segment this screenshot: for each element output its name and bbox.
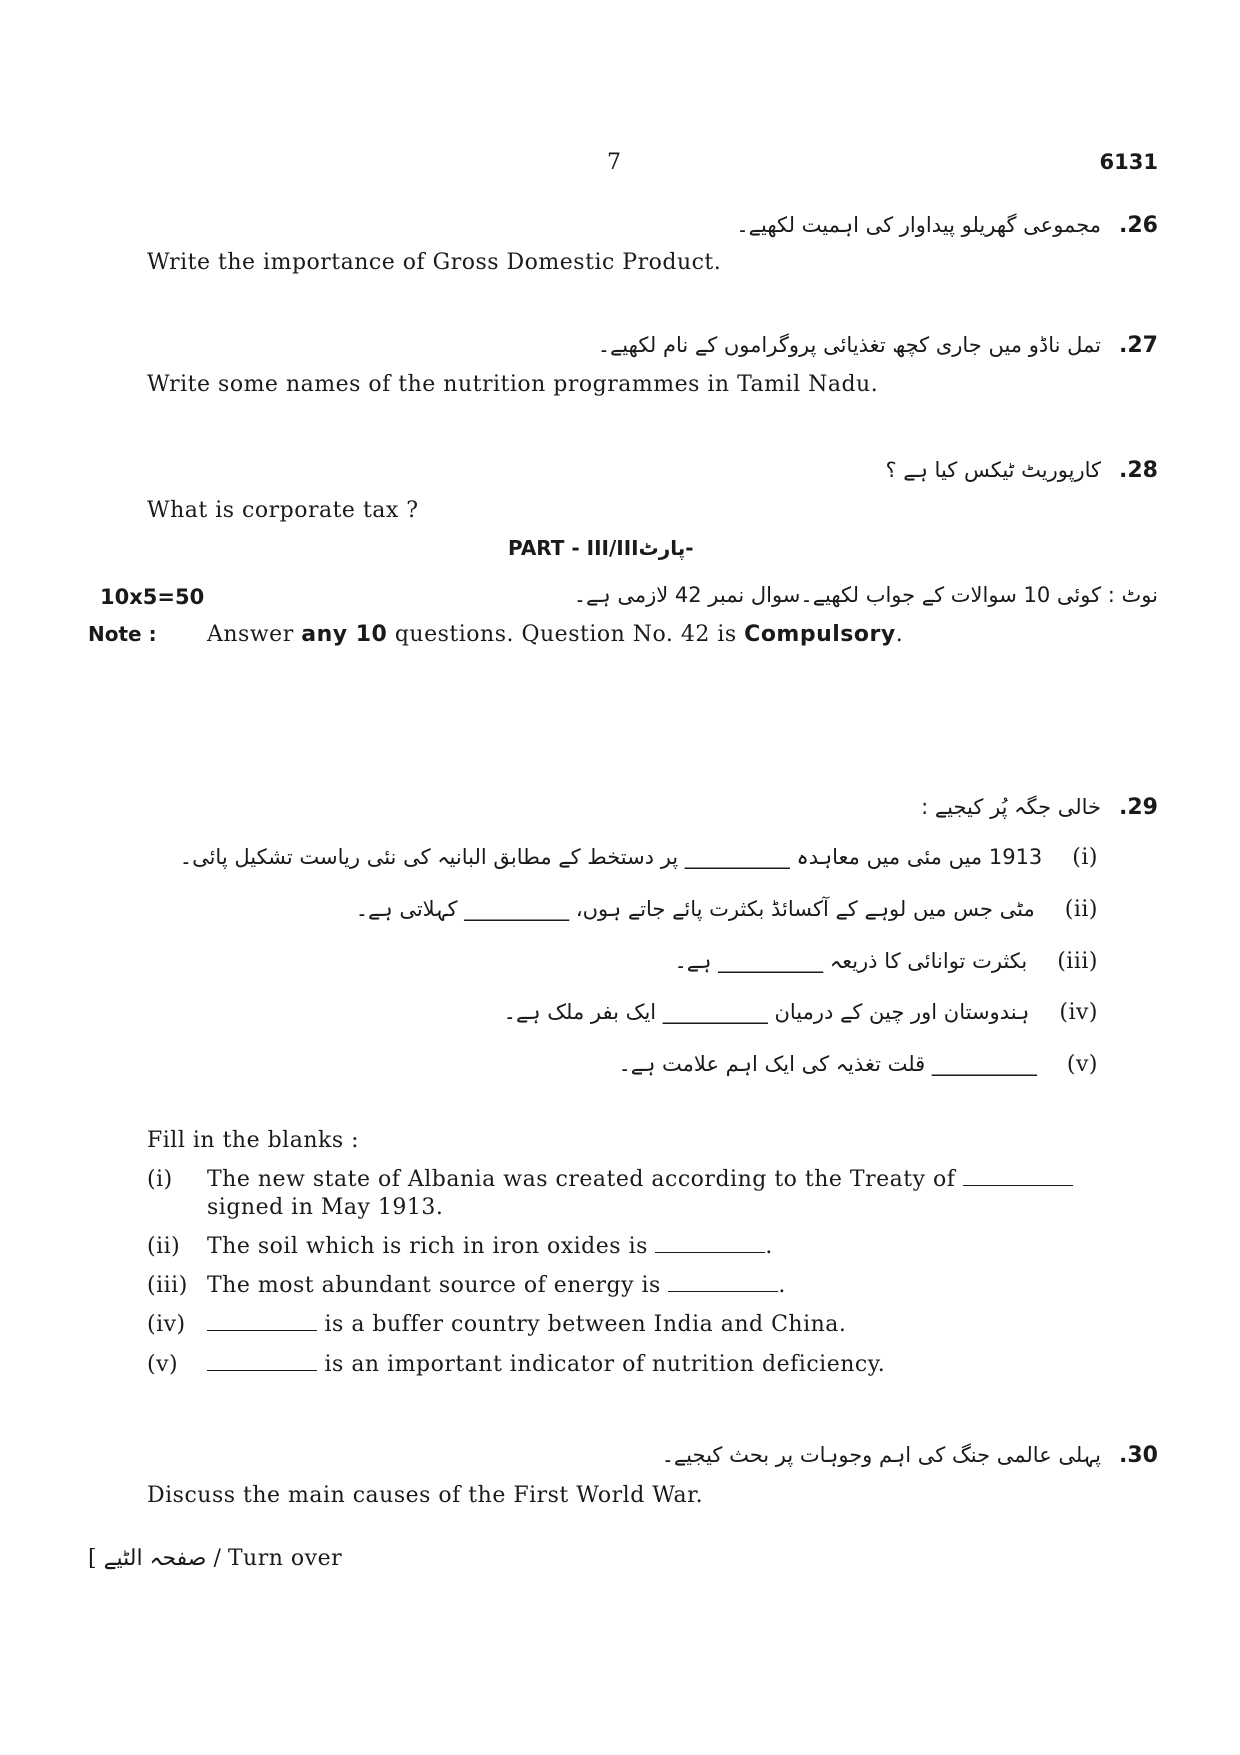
answer-blank — [655, 1234, 765, 1253]
q29-item-num: (v) — [147, 1352, 179, 1377]
q29-urdu-item-num: (i) — [1072, 845, 1098, 870]
q29-item-text — [207, 1167, 1073, 1192]
paper-code: 6131 — [1099, 150, 1158, 174]
q29-item-after: is a buffer country between India and China. — [324, 1312, 847, 1337]
q29-item-before: The most abundant source of energy is — [207, 1273, 661, 1298]
note-text-part: questions. Question No. — [387, 622, 681, 647]
note-compulsory: Compulsory — [744, 622, 896, 647]
question-26-urdu-row — [736, 213, 1158, 238]
q29-urdu-item — [356, 897, 1098, 922]
part-heading-urdu: -پارٹ — [638, 536, 694, 560]
note-text-part: is — [709, 622, 745, 647]
question-29-english-heading: Fill in the blanks : — [147, 1128, 360, 1153]
q29-item-after: is an important indicator of nutrition deficiency. — [324, 1352, 886, 1377]
q29-item-num: (i) — [147, 1167, 173, 1192]
question-27-urdu-row — [598, 333, 1158, 358]
q29-item-text — [207, 1312, 846, 1337]
question-28-urdu-row — [885, 458, 1158, 483]
note-text-part: . — [895, 622, 904, 647]
turn-over-footer: [ صفحہ الٹیے / Turn over — [88, 1546, 343, 1571]
q29-item-before: The new state of Albania was created according to the Treaty of — [207, 1167, 956, 1192]
note-text — [207, 622, 903, 647]
q29-urdu-item-num: (iv) — [1059, 1000, 1098, 1025]
q29-urdu-item-num: (ii) — [1064, 897, 1098, 922]
note-text-part: Answer — [207, 622, 302, 647]
part-heading — [508, 536, 694, 560]
q29-item-after: . — [765, 1234, 773, 1259]
q29-urdu-item-text: مٹی جس میں لوہے کے آکسائڈ بکثرت پائے جاتے ہوں، __________ کہلاتی ہے۔ — [355, 897, 1035, 921]
note-label: Note : — [88, 622, 157, 646]
question-29-number: .29 — [1119, 795, 1158, 820]
q29-item-before: The soil which is rich in iron oxides is — [207, 1234, 648, 1259]
note-any: any 10 — [301, 622, 388, 647]
q29-urdu-item-text: __________ قلت تغذیہ کی ایک اہم علامت ہے۔ — [618, 1052, 1037, 1076]
question-28-english: What is corporate tax ? — [147, 498, 419, 523]
question-29-urdu-row — [921, 795, 1158, 820]
q29-urdu-item — [618, 1052, 1098, 1077]
question-27-number: .27 — [1119, 333, 1158, 358]
q29-urdu-item-text: بکثرت توانائی کا ذریعہ __________ ہے۔ — [674, 949, 1028, 973]
answer-blank — [668, 1273, 778, 1292]
question-28-number: .28 — [1119, 458, 1158, 483]
question-28-urdu: کارپوریٹ ٹیکس کیا ہے ؟ — [885, 458, 1102, 482]
q29-urdu-item-num: (v) — [1066, 1052, 1098, 1077]
q29-item-line2: signed in May 1913. — [207, 1195, 444, 1220]
q29-urdu-item — [504, 1000, 1098, 1025]
note-question-number: 42 — [680, 622, 710, 647]
answer-blank — [963, 1167, 1073, 1186]
answer-blank — [207, 1352, 317, 1371]
question-30-urdu: پہلی عالمی جنگ کی اہم وجوہات پر بحث کیجیے۔ — [661, 1443, 1102, 1467]
question-29-urdu-heading: خالی جگہ پُر کیجیے : — [921, 795, 1102, 819]
q29-urdu-item-num: (iii) — [1057, 949, 1098, 974]
question-27-english: Write some names of the nutrition programmes in Tamil Nadu. — [147, 372, 879, 397]
note-urdu: نوٹ : کوئی 10 سوالات کے جواب لکھیے۔سوال نمبر 42 لازمی ہے۔ — [573, 583, 1158, 607]
question-27-urdu: تمل ناڈو میں جاری کچھ تغذیائی پروگراموں کے نام لکھیے۔ — [597, 333, 1102, 357]
answer-blank — [207, 1312, 317, 1331]
q29-item-text — [207, 1273, 786, 1298]
q29-item-num: (iv) — [147, 1312, 186, 1337]
q29-urdu-item — [675, 949, 1099, 974]
part-heading-text: PART - III/III — [508, 536, 639, 560]
q29-item-num: (ii) — [147, 1234, 181, 1259]
q29-item-text — [207, 1352, 885, 1377]
marks-scheme: 10x5=50 — [100, 585, 205, 609]
question-30-english: Discuss the main causes of the First World War. — [147, 1483, 704, 1508]
question-30-number: .30 — [1119, 1443, 1158, 1468]
question-26-urdu: مجموعی گھریلو پیداوار کی اہمیت لکھیے۔ — [736, 213, 1102, 237]
question-26-english: Write the importance of Gross Domestic Product. — [147, 250, 722, 275]
q29-item-num: (iii) — [147, 1273, 188, 1298]
q29-urdu-item — [180, 845, 1098, 870]
question-26-number: .26 — [1119, 213, 1158, 238]
q29-item-text — [207, 1234, 773, 1259]
q29-item-after: . — [778, 1273, 786, 1298]
page-number: 7 — [607, 150, 622, 175]
q29-urdu-item-text: 1913 میں مئی میں معاہدہ __________ پر دستخط کے مطابق البانیہ کی نئی ریاست تشکیل پائی۔ — [179, 845, 1043, 869]
question-30-urdu-row — [662, 1443, 1158, 1468]
q29-urdu-item-text: ہندوستان اور چین کے درمیان __________ ایک بفر ملک ہے۔ — [503, 1000, 1030, 1024]
